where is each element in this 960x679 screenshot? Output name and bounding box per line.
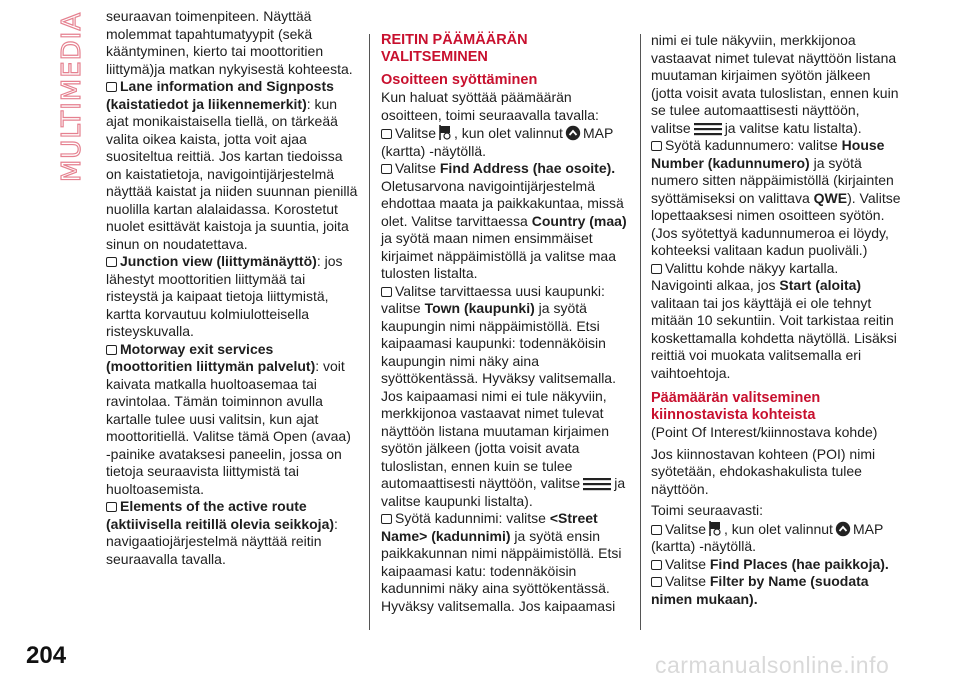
text-line: MAP (582, 125, 614, 141)
text-line: ajat monikaistaisella tiellä, on tärkeää (106, 113, 338, 129)
item-title: Lane information and Signposts (120, 78, 334, 94)
text-line: reittiä voi muokata valitsemalla eri (651, 347, 862, 363)
text-line: Hyväksy valitsemalla. Jos kaipaamasi (381, 597, 616, 614)
chevron-up-icon (835, 521, 851, 537)
section-heading: kiinnostavista kohteista (651, 407, 816, 423)
option-label: Find Places (hae paikkoja). (709, 555, 889, 572)
text-line: kaipaamasi katu: todennäköisin (381, 562, 577, 579)
step-bullet-icon (651, 560, 662, 570)
text-line: tietoja seuraavista liittymistä tai (106, 463, 299, 479)
text-line: ja syötä (809, 154, 862, 171)
page-number: 204 (26, 642, 67, 669)
option-label: House (841, 137, 885, 153)
step-bullet-icon (651, 577, 662, 587)
text-line: : (334, 515, 338, 532)
text-line: lopettaaksesi nimen osoitteen syötön. (651, 207, 885, 223)
text-line: syöttökentässä. Hyväksy valitsemalla. (381, 370, 616, 386)
text-line: se tulee automaattisesti näyttöön, (651, 102, 860, 118)
section-heading: Päämäärän valitseminen (651, 390, 821, 406)
step-bullet-icon (381, 129, 392, 139)
step-bullet-icon (651, 141, 662, 151)
text-line: kartalle tulee uusi valitsin, kun ajat (106, 410, 319, 427)
step-bullet-icon (106, 345, 117, 355)
text-line: nuolilla kartan alalaidassa. Korostetut (106, 200, 338, 217)
text-line: osoitteen, toimi seuraavalla tavalla: (381, 106, 599, 123)
text-line: Oletusarvona navigointijärjestelmä (381, 177, 595, 194)
text-line: valita oikea kaista, jotta voit ajaa (106, 130, 307, 147)
text-line: syöttämiseksi on valittava (651, 189, 814, 206)
step-bullet-icon (106, 502, 117, 512)
option-label: Country (maa) (531, 212, 627, 229)
text-line: merkkijonoa vastaavat nimet tulevat (381, 405, 604, 421)
item-title: Junction view (liittymänäyttö) (120, 253, 317, 269)
text-line: näyttää kaistat ja niiden suunnan pienillä (106, 183, 358, 199)
text-line: , kun olet valinnut (453, 125, 563, 141)
option-label: Start (aloita) (779, 277, 862, 293)
text-line: vastaavat nimet tulevat näyttöön listana (651, 49, 897, 66)
text-line: kirjaimet näppäimistöllä ja valitse maa (381, 247, 616, 264)
step-bullet-icon (381, 287, 392, 297)
text-line: näyttöön. (651, 480, 709, 497)
step-bullet-icon (106, 257, 117, 267)
column-2 (381, 32, 635, 615)
item-title: (aktiivisella reitillä olevia seikkoja) (106, 515, 335, 532)
text-line: ja syötä ensin (510, 527, 601, 544)
text-line: tulosten listalta. (381, 265, 478, 281)
text-line: kääntyminen, kierto tai moottoritien (106, 43, 324, 59)
step-bullet-icon (651, 525, 662, 535)
column-divider (640, 34, 641, 630)
text-line: ravintolaa. Tämän toiminnon avulla (106, 393, 323, 409)
text-line: valitaan tai jos käyttäjä ei ole tehnyt (651, 294, 872, 311)
text-line: risteyskuvalla. (106, 323, 194, 339)
chevron-up-icon (565, 125, 581, 141)
text-line: mitään 10 sekuntiin. Voit tarkistaa reitin (651, 312, 894, 328)
step-bullet-icon (381, 514, 392, 524)
text-line: näyttöön listana muutaman kirjaimen (381, 422, 610, 439)
text-line: kadunnimi näky aina syöttökentässä. (381, 580, 610, 596)
text-line: : voit (315, 358, 345, 374)
text-line: risteystä ja kaipaat tietoja liittymistä, (106, 288, 329, 304)
text-line: kartta korvautuu kolmiulotteisella (106, 305, 310, 322)
text-line: paikkakunnan nimi näppäimistöllä. Etsi (381, 545, 622, 561)
text-line: seuraavan toimenpiteen. Näyttää (106, 8, 312, 24)
text-line: (kartta) -näytöllä. (381, 142, 487, 159)
text-line: navigaatiojärjestelmä näyttää reitin (106, 533, 322, 549)
text-line: ja syötä (534, 300, 587, 316)
text-line: kohteeksi valitaan kadun puoliväli.) (651, 242, 868, 258)
text-line: nuolet esittävät kaistoja ja suuntia, joita (106, 218, 349, 234)
option-label: QWE (813, 189, 848, 206)
text-line: (kartta) -näytöllä. (651, 538, 757, 554)
section-tab (52, 11, 92, 183)
text-line: on kaistatietoja, navigointijärjestelmä (106, 165, 335, 182)
text-line: Navigointi alkaa, jos (651, 277, 780, 293)
option-label: <Street (549, 510, 598, 526)
text-line: muutaman kirjaimen syötön jälkeen (651, 67, 871, 83)
text-line: sinun on noudatettava. (106, 235, 248, 252)
destination-flag-icon (438, 124, 452, 141)
list-icon (693, 122, 723, 136)
text-line: Valitse (395, 160, 440, 176)
text-line: : kun (306, 95, 338, 112)
text-line: Toimi seuraavasti: (651, 502, 764, 518)
section-heading: REITIN PÄÄMÄÄRÄN (381, 32, 528, 48)
column-3 (651, 32, 913, 608)
text-line: ehdottaa maata ja paikkakuntaa, missä (381, 195, 624, 211)
section-tab-label: MULTIMEDIA (57, 11, 87, 183)
text-line: molemmat tapahtumatyypit (sekä (106, 25, 313, 42)
text-line: valitse (381, 300, 425, 316)
text-line: seuraavalla tavalla. (106, 550, 226, 567)
text-line: Valitse (665, 573, 710, 589)
option-label: nimen mukaan). (651, 590, 758, 607)
text-line: kaivata matkalla huoltoasemaa tai (106, 375, 317, 392)
list-icon (582, 477, 612, 491)
text-line: Syötä kadunnimi: valitse (395, 510, 550, 526)
item-title: (moottoritien liittymän palvelut) (106, 358, 316, 374)
text-line: moottoritiellä. Valitse tämä Open (avaa) (106, 428, 351, 444)
text-line: ja syötä maan nimen ensimmäiset (381, 230, 593, 246)
item-title: (kaistatiedot ja liikennemerkit) (106, 95, 307, 112)
text-line: suositeltua reittiä. Jos kartan tiedoissa (106, 148, 343, 164)
option-label: Filter by Name (suodata (709, 573, 869, 589)
text-line: Jos kiinnostavan kohteen (POI) nimi (651, 445, 876, 462)
text-line: Kun haluat syöttää päämäärän (381, 89, 572, 105)
step-bullet-icon (106, 82, 117, 92)
text-line: vaihtoehtoja. (651, 364, 731, 381)
text-line: kaupungin nimi näppäimistöllä. Etsi (381, 317, 600, 334)
step-bullet-icon (651, 264, 662, 274)
text-line: Syötä kadunnumero: valitse (665, 137, 842, 153)
text-line: ). Valitse (847, 189, 901, 206)
text-line: kaupungin nimi näky aina (381, 352, 539, 369)
option-label: Town (kaupunki) (424, 300, 535, 316)
text-line: huoltoasemista. (106, 480, 205, 497)
text-line: syötetään, ehdokashakulista tulee (651, 463, 862, 479)
text-line: automaattisesti näyttöön, valitse (381, 475, 581, 491)
subheading: Osoitteen syöttäminen (381, 72, 538, 88)
text-line: liittymä)ja matkan nykyisestä kohteesta. (106, 60, 353, 77)
text-line: Jos kaipaamasi nimi ei tule näkyviin, (381, 387, 607, 404)
option-label: Find Address (hae osoite). (439, 160, 616, 176)
text-line: MAP (852, 520, 884, 537)
text-line: valitse (651, 119, 691, 136)
column-divider (369, 34, 370, 630)
text-line: -painike avataksesi paneelin, jossa on (106, 445, 342, 462)
text-line: Valittu kohde näkyy kartalla. (665, 259, 839, 276)
text-line: valitse kaupunki listalta). (381, 492, 533, 509)
section-heading: VALITSEMINEN (381, 49, 488, 65)
watermark: carmanualsonline.info (655, 652, 890, 678)
step-bullet-icon (381, 164, 392, 174)
text-line: Valitse (665, 520, 706, 537)
text-line: ja (614, 475, 626, 491)
text-line: tuloslistan, ennen kuin se tulee (381, 457, 573, 474)
text-line: olet. Valitse tarvittaessa (381, 212, 532, 229)
text-line: Valitse tarvittaessa uusi kaupunki: (395, 282, 605, 299)
text-line: (Jos syötettyä kadunnumeroa ei löydy, (651, 224, 889, 241)
text-line: kaipaamasi kaupunki: todennäköisin (381, 335, 606, 351)
text-line: ja valitse katu listalta). (724, 119, 862, 136)
text-line: , kun olet valinnut (723, 520, 833, 537)
option-label: Number (kadunnumero) (651, 154, 810, 171)
text-line: (Point Of Interest/kiinnostava kohde) (651, 424, 878, 440)
option-label: Name> (kadunnimi) (381, 527, 511, 544)
text-line: Valitse (395, 125, 436, 141)
text-line: nimi ei tule näkyviin, merkkijonoa (651, 32, 856, 48)
text-line: (jotta voisit avata tuloslistan, ennen kuin (651, 84, 899, 101)
destination-flag-icon (708, 520, 722, 537)
text-line: lähestyt moottoritien liittymää tai (106, 270, 306, 287)
item-title: Motorway exit services (120, 340, 274, 357)
text-line: : jos (316, 253, 343, 269)
column-1 (106, 8, 364, 568)
text-line: koskettamalla kohdetta näytöllä. Lisäksi (651, 329, 897, 346)
text-line: syötön jälkeen (jotta voisit avata (381, 440, 580, 456)
item-title: Elements of the active route (120, 498, 307, 514)
text-line: Valitse (665, 555, 710, 572)
text-line: numero sitten näppäimistöllä (kirjainten (651, 172, 894, 188)
